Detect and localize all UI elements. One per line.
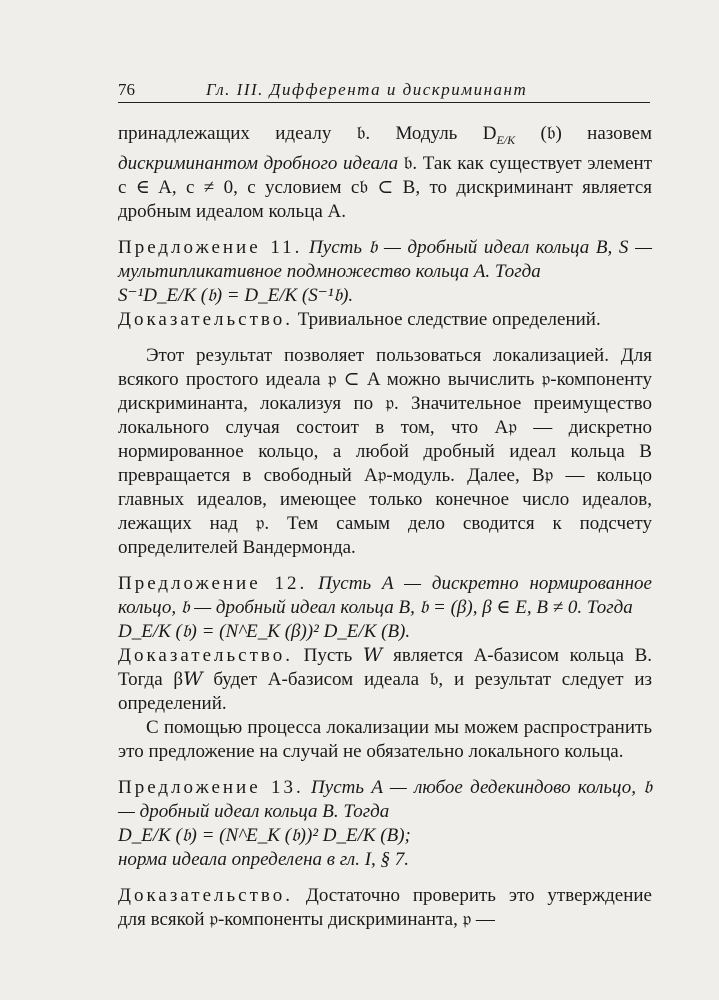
proposition-13 <box>118 776 652 824</box>
proof-label: Доказательство. <box>118 884 293 906</box>
paragraph-1 <box>118 122 652 224</box>
paragraph-6: норма идеала определена в гл. I, § 7. <box>118 848 410 870</box>
proof-text: Достаточно проверить это утверждение для всякой 𝔭-компоненты дискриминанта, 𝔭 — <box>118 884 652 930</box>
proposition-11 <box>118 236 652 284</box>
running-header <box>118 78 650 103</box>
text-run: принадлежащих идеалу 𝔟. Модуль D <box>118 123 497 144</box>
paragraph-5: С помощью процесса локализации мы можем распространить это предложение на случай не обязательно локального кольца. <box>118 716 652 762</box>
proposition-text: Пусть 𝔟 — дробный идеал кольца B, S — мультипликативное подмножество кольца A. Тогда <box>118 236 652 282</box>
definition-term: дискриминантом дробного идеала <box>118 152 399 174</box>
proof-13 <box>118 884 652 932</box>
formula-12: D_E/K (𝔟) = (N^E_K (β))² D_E/K (B). <box>118 620 411 642</box>
formula-11: S⁻¹D_E/K (𝔟) = D_E/K (S⁻¹𝔟). <box>118 284 354 306</box>
proposition-text: Пусть A — любое дедекиндово кольцо, 𝔟 — дробный идеал кольца B. Тогда <box>118 776 652 822</box>
page-number: 76 <box>118 80 135 99</box>
proof-11 <box>118 308 652 332</box>
subscript: E/K <box>496 132 516 147</box>
text-run: (𝔟) назовем <box>515 123 652 144</box>
proof-text: Пусть 𝑊 является A-базисом кольца B. Тогда β𝑊 будет A-базисом идеала 𝔟, и результат следует из определений. <box>118 644 652 714</box>
proposition-label: Предложение 13. <box>118 776 304 798</box>
text-run: 𝔟. Так как существует элемент c ∈ A, c ≠ 0, с условием c𝔟 ⊂ B, то дискриминант является дробным идеалом кольца A. <box>118 152 652 222</box>
proposition-text: Пусть A — дискретно нормированное кольцо, 𝔟 — дробный идеал кольца B, 𝔟 = (β), β ∈ E, B ≠ 0. Тогда <box>118 572 652 618</box>
proof-text: Тривиальное следствие определений. <box>293 308 601 330</box>
proposition-label: Предложение 11. <box>118 236 303 258</box>
proof-12 <box>118 644 652 716</box>
formula-13: D_E/K (𝔟) = (N^E_K (𝔟))² D_E/K (B); <box>118 824 411 846</box>
proof-label: Доказательство. <box>118 644 293 666</box>
paragraph-3: Этот результат позволяет пользоваться локализацией. Для всякого простого идеала 𝔭 ⊂ A можно вычислить 𝔭-компоненту дискриминанта, локализуя по 𝔭. Значительное преимущество локального случая состоит в том, что A𝔭 — дискретно нормированное кольцо, а любой дробный идеал кольца B превращается в свободный A𝔭-модуль. Далее, B𝔭 — кольцо главных идеалов, имеющее только конечное число идеалов, лежащих над 𝔭. Тем самым дело сводится к подсчету определителей Вандермонда. <box>118 344 652 558</box>
proposition-label: Предложение 12. <box>118 572 308 594</box>
proposition-12 <box>118 572 652 620</box>
proof-label: Доказательство. <box>118 308 293 330</box>
running-title: Гл. III. Дифферента и дискриминант <box>206 80 528 99</box>
page-body <box>118 122 652 932</box>
